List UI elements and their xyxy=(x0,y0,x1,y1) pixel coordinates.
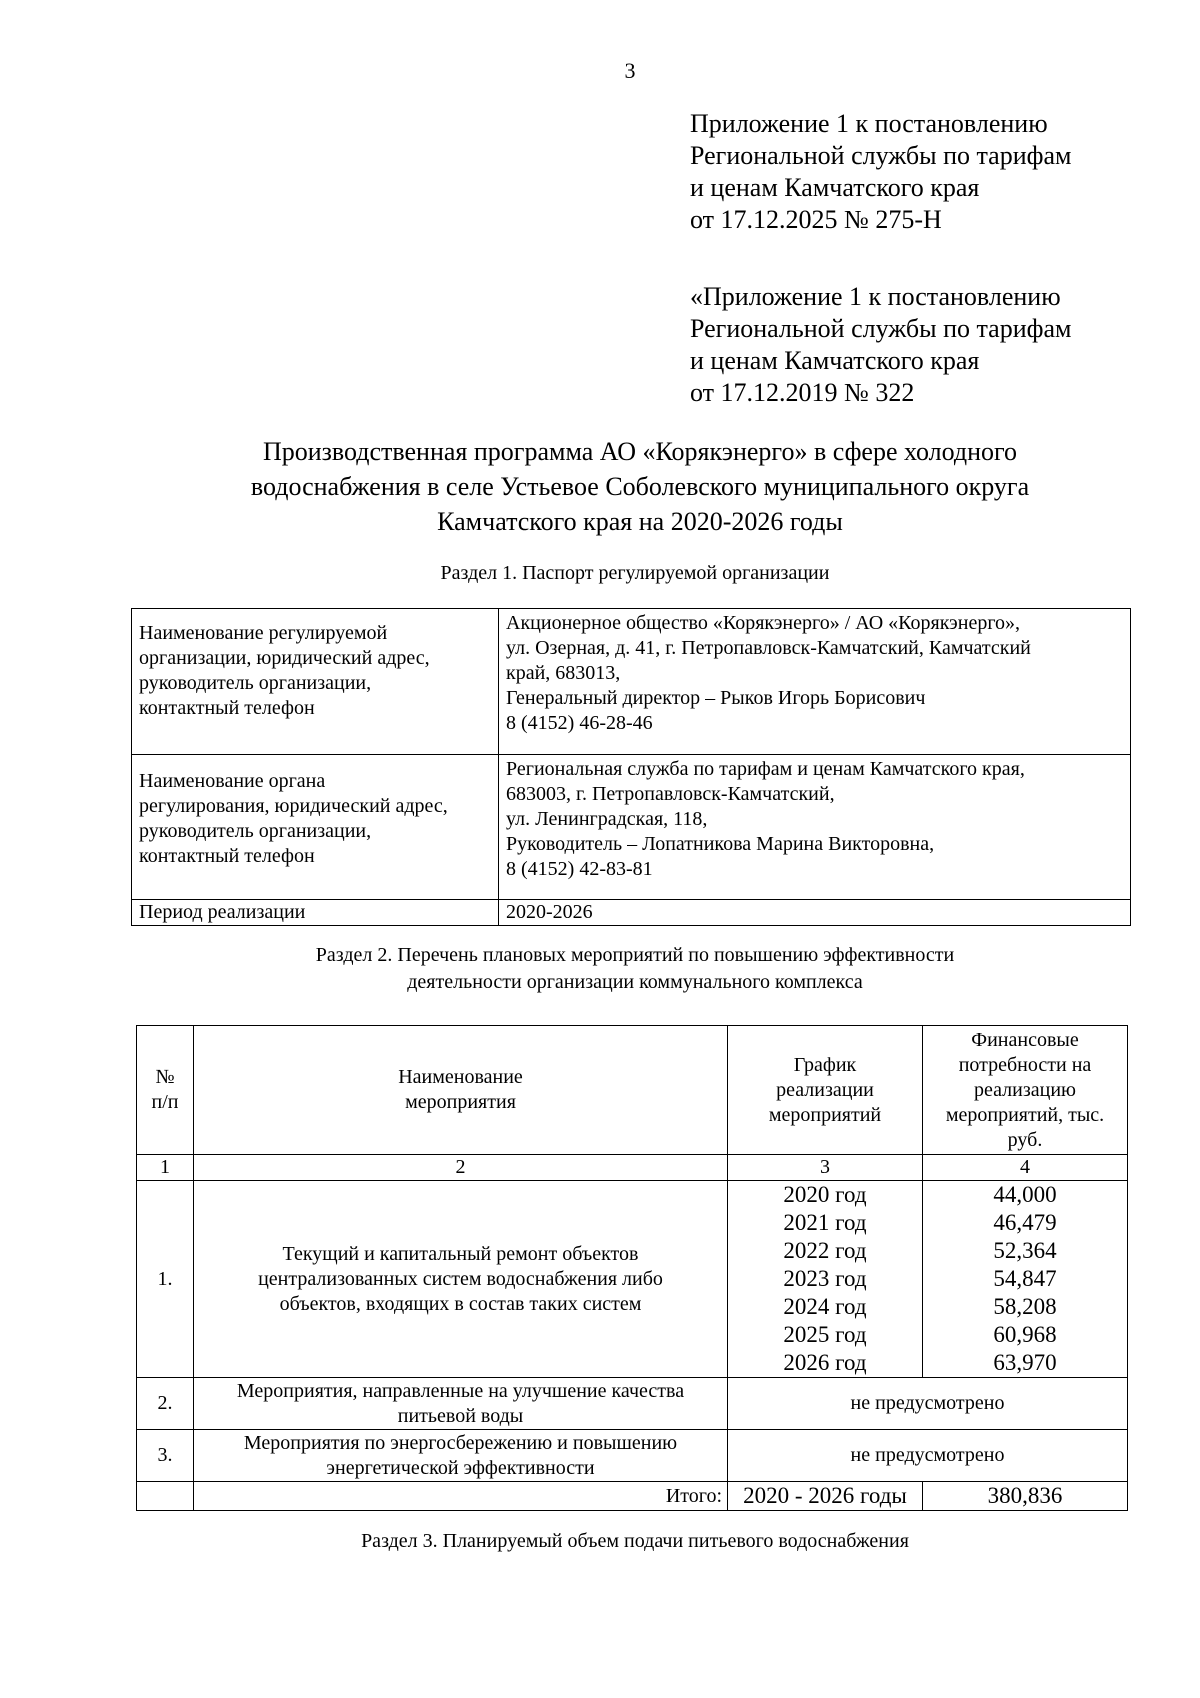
measure-num: 1. xyxy=(137,1181,194,1378)
header-schedule xyxy=(728,1026,923,1155)
year: 2021 год xyxy=(783,1210,867,1235)
appendix-line: от 17.12.2025 № 275-Н xyxy=(690,205,942,234)
section3-title: Раздел 3. Планируемый объем подачи питьевого водоснабжения xyxy=(361,1530,909,1552)
header-line: Наименование xyxy=(398,1066,523,1088)
appendix-line: Приложение 1 к постановлению xyxy=(690,109,1048,138)
table-row xyxy=(132,609,1131,755)
title-line: водоснабжения в селе Устьевое Соболевского муниципального округа xyxy=(250,472,1030,501)
header-finance xyxy=(923,1026,1128,1155)
cell-line: ул. Озерная, д. 41, г. Петропавловск-Камчатский, Камчатский xyxy=(506,637,1031,659)
table-row xyxy=(132,755,1131,900)
amount: 54,847 xyxy=(993,1266,1057,1291)
cell-line: контактный телефон xyxy=(139,845,315,867)
measure-value: не предусмотрено xyxy=(728,1378,1128,1430)
appendix-line: и ценам Камчатского края xyxy=(690,346,980,375)
header-line: реализацию xyxy=(974,1078,1076,1101)
cell-line: централизованных систем водоснабжения либо xyxy=(258,1267,663,1290)
cell-line: питьевой воды xyxy=(397,1404,524,1427)
cell-line: объектов, входящих в состав таких систем xyxy=(279,1292,642,1315)
header-num xyxy=(137,1026,194,1155)
section1-title: Раздел 1. Паспорт регулируемой организации xyxy=(440,562,830,584)
cell-line: Генеральный директор – Рыков Игорь Борисович xyxy=(506,687,926,709)
passport-label-cell xyxy=(132,755,499,900)
title-line: Производственная программа АО «Корякэнерго» в сфере холодного xyxy=(262,437,1018,466)
appendix-line: Региональной службы по тарифам xyxy=(690,141,1072,170)
header-line: руб. xyxy=(1007,1128,1043,1151)
total-label: Итого: xyxy=(194,1482,728,1511)
header-line: п/п xyxy=(151,1091,179,1113)
header-line: График xyxy=(793,1053,857,1076)
passport-label-cell xyxy=(132,609,499,755)
cell-line: Наименование органа xyxy=(139,770,326,792)
appendix-current xyxy=(690,108,1071,236)
document-title xyxy=(150,434,1130,539)
measures-table xyxy=(136,1025,1128,1511)
total-amount: 380,836 xyxy=(923,1482,1128,1511)
cell-line: контактный телефон xyxy=(139,697,315,719)
cell-line: Руководитель – Лопатникова Марина Викторовна, xyxy=(506,833,935,855)
header-line: мероприятий, тыс. xyxy=(945,1103,1105,1126)
amount: 63,970 xyxy=(993,1350,1057,1375)
year: 2026 год xyxy=(783,1350,867,1375)
cell-line: Региональная служба по тарифам и ценам Камчатского края, xyxy=(506,758,1025,780)
table-row xyxy=(132,900,1131,926)
section2-title xyxy=(0,942,1200,996)
cell-line: Наименование регулируемой xyxy=(139,622,388,644)
cell-line: 8 (4152) 42-83-81 xyxy=(506,858,653,880)
measure-num: 2. xyxy=(137,1378,194,1430)
measure-value: не предусмотрено xyxy=(728,1430,1128,1482)
header-line: мероприятий xyxy=(768,1103,882,1126)
col-number: 2 xyxy=(194,1155,728,1181)
total-row xyxy=(137,1482,1128,1511)
amount: 60,968 xyxy=(993,1322,1057,1347)
table-row xyxy=(137,1430,1128,1482)
table-row xyxy=(137,1181,1128,1378)
year: 2025 год xyxy=(783,1322,867,1347)
column-number-row xyxy=(137,1155,1128,1181)
cell-line: 8 (4152) 46-28-46 xyxy=(506,712,653,734)
passport-table xyxy=(131,608,1131,926)
appendix-line: «Приложение 1 к постановлению xyxy=(690,282,1061,311)
passport-value-cell xyxy=(499,755,1131,900)
cell-line: Акционерное общество «Корякэнерго» / АО «Корякэнерго», xyxy=(506,612,1021,634)
measure-num: 3. xyxy=(137,1430,194,1482)
appendix-line: Региональной службы по тарифам xyxy=(690,314,1072,343)
measure-name xyxy=(194,1181,728,1378)
appendix-previous xyxy=(690,281,1071,409)
passport-value-cell xyxy=(499,609,1131,755)
header-line: реализации xyxy=(776,1078,874,1101)
cell-line: руководитель организации, xyxy=(139,672,372,694)
passport-value-cell: 2020-2026 xyxy=(499,900,1131,926)
cell-line: край, 683013, xyxy=(506,662,621,684)
appendix-line: от 17.12.2019 № 322 xyxy=(690,378,915,407)
appendix-line: и ценам Камчатского края xyxy=(690,173,980,202)
cell-line: регулирования, юридический адрес, xyxy=(139,795,448,817)
amount: 46,479 xyxy=(993,1210,1057,1235)
cell-line: ул. Ленинградская, 118, xyxy=(506,808,708,830)
measure-years xyxy=(728,1181,923,1378)
total-period: 2020 - 2026 годы xyxy=(728,1482,923,1511)
header-line: потребности на xyxy=(958,1053,1092,1076)
header-line: мероприятия xyxy=(405,1091,516,1113)
title-line: Камчатского края на 2020-2026 годы xyxy=(437,507,843,536)
cell-line: Мероприятия по энергосбережению и повышению xyxy=(243,1431,678,1454)
header-line: № xyxy=(155,1066,175,1088)
section2-title-line: деятельности организации коммунального комплекса xyxy=(407,971,863,993)
col-number: 1 xyxy=(137,1155,194,1181)
year: 2023 год xyxy=(783,1266,867,1291)
year: 2022 год xyxy=(783,1238,867,1263)
table-row xyxy=(137,1378,1128,1430)
cell-line: Мероприятия, направленные на улучшение качества xyxy=(236,1379,685,1402)
amount: 58,208 xyxy=(993,1294,1057,1319)
cell-line: 683003, г. Петропавловск-Камчатский, xyxy=(506,783,835,805)
header-line: Финансовые xyxy=(971,1028,1079,1051)
year: 2020 год xyxy=(783,1182,867,1207)
measure-name xyxy=(194,1378,728,1430)
total-empty-cell xyxy=(137,1482,194,1511)
passport-label-cell: Период реализации xyxy=(132,900,499,926)
col-number: 3 xyxy=(728,1155,923,1181)
table-header-row xyxy=(137,1026,1128,1155)
cell-line: Текущий и капитальный ремонт объектов xyxy=(282,1242,639,1265)
measure-name xyxy=(194,1430,728,1482)
measure-amounts xyxy=(923,1181,1128,1378)
section2-title-line: Раздел 2. Перечень плановых мероприятий по повышению эффективности xyxy=(315,944,955,966)
header-name xyxy=(194,1026,728,1155)
cell-line: энергетической эффективности xyxy=(326,1456,595,1479)
cell-line: руководитель организации, xyxy=(139,820,372,842)
amount: 52,364 xyxy=(993,1238,1057,1263)
col-number: 4 xyxy=(923,1155,1128,1181)
year: 2024 год xyxy=(783,1294,867,1319)
page-number: 3 xyxy=(624,58,636,83)
amount: 44,000 xyxy=(993,1182,1057,1207)
cell-line: организации, юридический адрес, xyxy=(139,647,430,669)
